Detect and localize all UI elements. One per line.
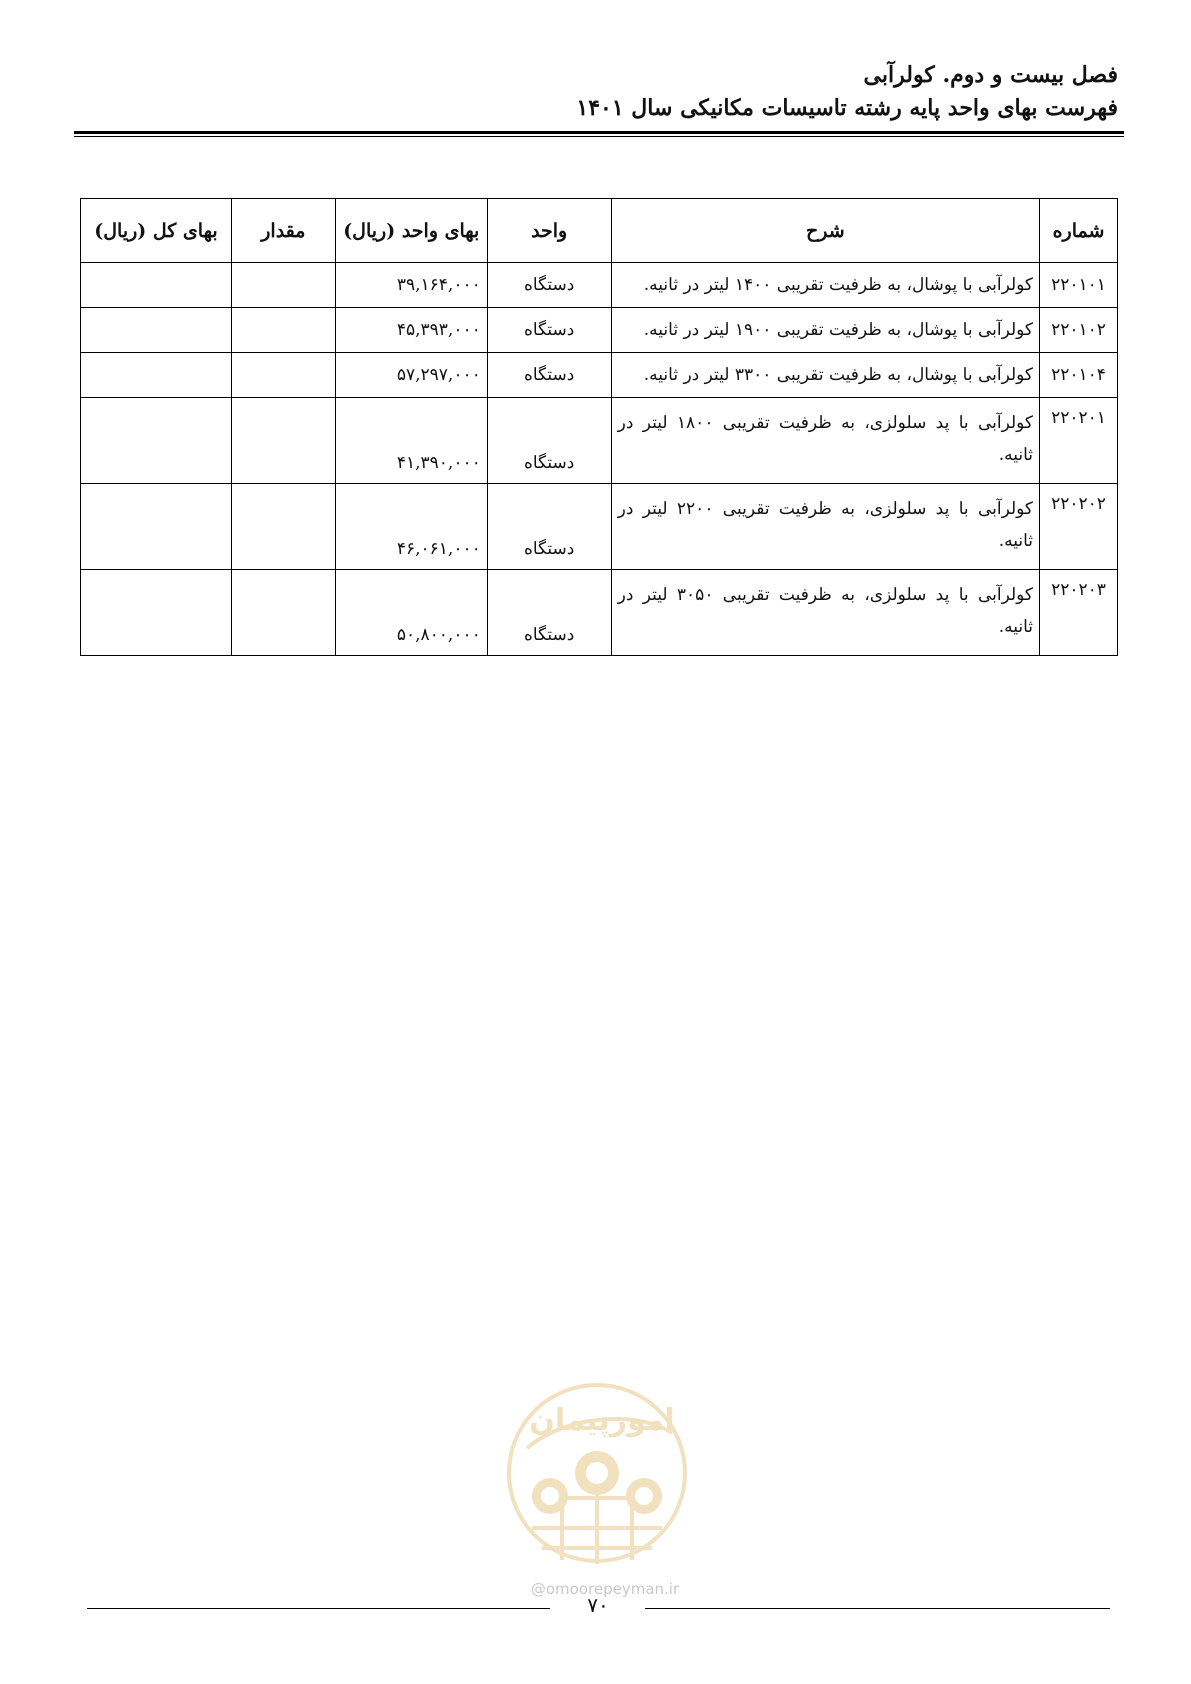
- row-unit-price: ۴۱,۳۹۰,۰۰۰: [335, 398, 487, 484]
- row-unit-price: ۵۰,۸۰۰,۰۰۰: [335, 570, 487, 656]
- row-quantity: [231, 353, 335, 398]
- column-header-quantity: مقدار: [231, 199, 335, 263]
- column-header-description: شرح: [611, 199, 1039, 263]
- column-header-total-price: بهای کل (ریال): [81, 199, 232, 263]
- document-subtitle: فهرست بهای واحد پایه رشته تاسیسات مکانیکی سال ۱۴۰۱: [576, 95, 1118, 121]
- header-rule-thin: [74, 136, 1124, 137]
- row-unit: دستگاه: [487, 484, 611, 570]
- row-number: ۲۲۰۱۰۴: [1040, 353, 1118, 398]
- page-header: [68, 58, 1118, 124]
- row-number: ۲۲۰۲۰۳: [1040, 570, 1118, 656]
- table-row: [81, 263, 1118, 308]
- row-number: ۲۲۰۱۰۱: [1040, 263, 1118, 308]
- row-total-price: [81, 484, 232, 570]
- table-row: [81, 484, 1118, 570]
- footer-rule-left: [87, 1608, 550, 1609]
- row-quantity: [231, 398, 335, 484]
- table-row: [81, 308, 1118, 353]
- row-total-price: [81, 570, 232, 656]
- row-description: کولرآبی با پوشال، به ظرفیت تقریبی ۱۹۰۰ لیتر در ثانیه.: [611, 308, 1039, 353]
- row-description: کولرآبی با پوشال، به ظرفیت تقریبی ۱۴۰۰ لیتر در ثانیه.: [611, 263, 1039, 308]
- omoorepeyman-logo-watermark: [502, 1378, 692, 1568]
- row-number: ۲۲۰۲۰۱: [1040, 398, 1118, 484]
- row-quantity: [231, 570, 335, 656]
- row-total-price: [81, 263, 232, 308]
- row-total-price: [81, 398, 232, 484]
- row-number: ۲۲۰۱۰۲: [1040, 308, 1118, 353]
- row-description: کولرآبی با پد سلولزی، به ظرفیت تقریبی ۲۲۰۰ لیتر در ثانیه.: [611, 484, 1039, 570]
- row-description: کولرآبی با پوشال، به ظرفیت تقریبی ۳۳۰۰ لیتر در ثانیه.: [611, 353, 1039, 398]
- page-number: ۷۰: [587, 1593, 609, 1617]
- row-description: کولرآبی با پد سلولزی، به ظرفیت تقریبی ۳۰۵۰ لیتر در ثانیه.: [611, 570, 1039, 656]
- table-header-row: [81, 199, 1118, 263]
- row-total-price: [81, 308, 232, 353]
- row-quantity: [231, 263, 335, 308]
- row-unit: دستگاه: [487, 308, 611, 353]
- row-quantity: [231, 308, 335, 353]
- row-unit: دستگاه: [487, 398, 611, 484]
- row-description: کولرآبی با پد سلولزی، به ظرفیت تقریبی ۱۸۰۰ لیتر در ثانیه.: [611, 398, 1039, 484]
- price-list-table: [80, 198, 1118, 656]
- row-unit: دستگاه: [487, 353, 611, 398]
- table-row: [81, 570, 1118, 656]
- logo-text: امورپیمان: [529, 1403, 675, 1438]
- watermark-site: @omoorepeyman.ir: [530, 1580, 680, 1598]
- row-total-price: [81, 353, 232, 398]
- column-header-unit: واحد: [487, 199, 611, 263]
- row-unit-price: ۴۵,۳۹۳,۰۰۰: [335, 308, 487, 353]
- row-unit-price: ۵۷,۲۹۷,۰۰۰: [335, 353, 487, 398]
- row-unit: دستگاه: [487, 570, 611, 656]
- column-header-number: شماره: [1040, 199, 1118, 263]
- row-quantity: [231, 484, 335, 570]
- row-unit: دستگاه: [487, 263, 611, 308]
- row-unit-price: ۳۹,۱۶۴,۰۰۰: [335, 263, 487, 308]
- row-number: ۲۲۰۲۰۲: [1040, 484, 1118, 570]
- table-row: [81, 353, 1118, 398]
- chapter-title: فصل بیست و دوم. کولرآبی: [863, 62, 1118, 88]
- table-row: [81, 398, 1118, 484]
- footer-rule-right: [645, 1608, 1110, 1609]
- column-header-unit-price: بهای واحد (ریال): [335, 199, 487, 263]
- row-unit-price: ۴۶,۰۶۱,۰۰۰: [335, 484, 487, 570]
- header-rule-thick: [74, 131, 1124, 134]
